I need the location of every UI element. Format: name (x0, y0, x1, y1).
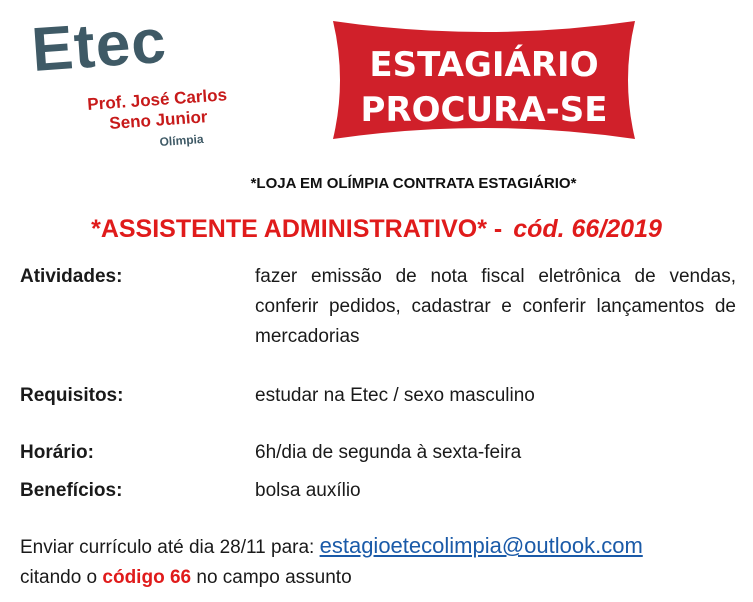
logo-line-1: Prof. José Carlos (86, 85, 228, 114)
horario-label: Horário: (20, 442, 94, 463)
subtitle: *LOJA EM OLÍMPIA CONTRATA ESTAGIÁRIO* (250, 175, 577, 192)
requisitos-value: estudar na Etec / sexo masculino (255, 385, 535, 406)
cite-code: código 66 (102, 567, 192, 588)
banner-line-2: PROCURA-SE (360, 90, 608, 130)
job-title (0, 215, 753, 244)
beneficios-value: bolsa auxílio (255, 480, 361, 501)
requisitos-label: Requisitos: (20, 385, 124, 406)
send-instructions (20, 531, 643, 563)
hiring-banner (325, 15, 643, 145)
cite-instructions (20, 563, 352, 593)
cite-post: no campo assunto (196, 567, 352, 588)
horario-value: 6h/dia de segunda à sexta-feira (255, 442, 522, 463)
job-title-text: *ASSISTENTE ADMINISTRATIVO* - (91, 215, 503, 243)
etec-logo (29, 6, 230, 170)
cite-pre: citando o (20, 567, 98, 588)
job-code: cód. 66/2019 (513, 215, 662, 243)
send-text: Enviar currículo até dia 28/11 para: (20, 537, 315, 558)
atividades-value: fazer emissão de nota fiscal eletrônica de vendas, conferir pedidos, cadastrar e conferir lançamentos de mercadorias (255, 266, 736, 347)
subtitle-row (0, 175, 753, 192)
logo-line-2: Seno Junior (108, 107, 209, 133)
logo-brand: Etec (29, 6, 169, 85)
atividades-label: Atividades: (20, 266, 123, 287)
logo-line-3: Olímpia (159, 131, 204, 149)
banner-line-1: ESTAGIÁRIO (369, 45, 599, 85)
beneficios-label: Benefícios: (20, 480, 123, 501)
email-link[interactable]: estagioetecolimpia@outlook.com (319, 533, 643, 558)
